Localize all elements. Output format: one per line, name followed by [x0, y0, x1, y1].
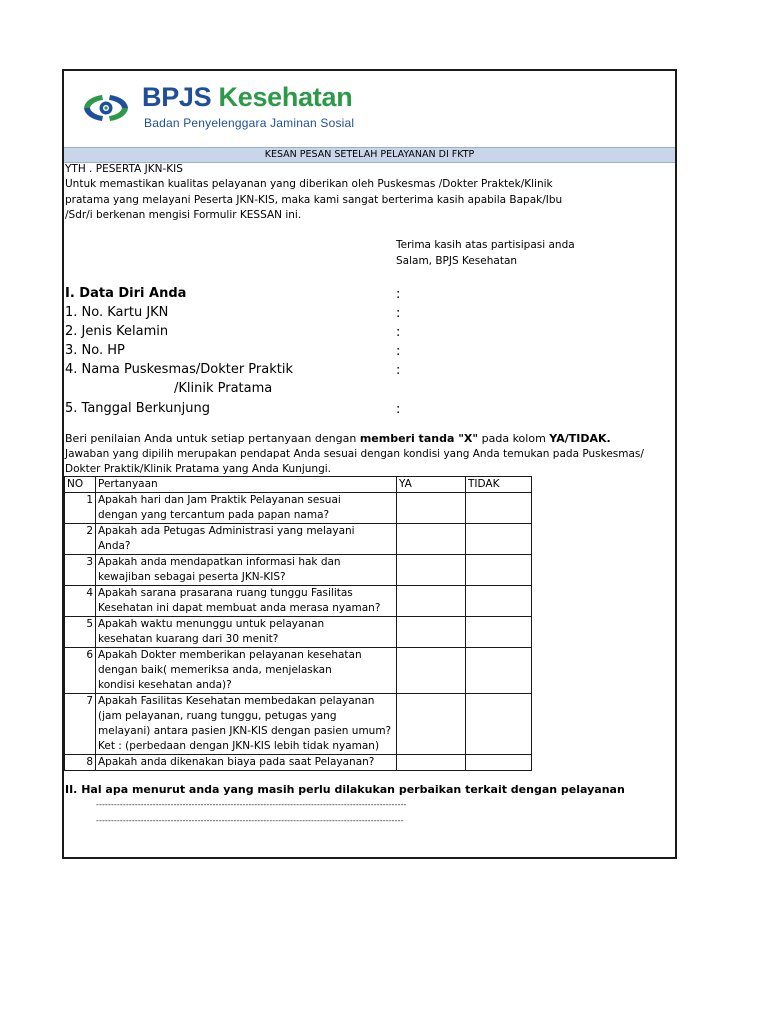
thanks-text: Terima kasih atas partisipasi anda — [396, 239, 575, 251]
field-label-jenis-kelamin: 2. Jenis Kelamin — [65, 324, 169, 339]
instruction-mid: pada kolom — [478, 432, 550, 445]
answer-line-2[interactable]: ------------------------------------------------------------------------------------------------------- — [96, 816, 404, 825]
field-label-tanggal: 5. Tanggal Berkunjung — [65, 401, 210, 416]
answer-ya-cell[interactable] — [397, 524, 466, 555]
question-text — [96, 617, 397, 648]
answer-tidak-cell[interactable] — [466, 617, 532, 648]
question-number: 7 — [65, 694, 96, 755]
answer-ya-cell[interactable] — [397, 617, 466, 648]
question-number: 8 — [65, 755, 96, 771]
answer-tidak-cell[interactable] — [466, 586, 532, 617]
instruction-bold-mark: memberi tanda "X" — [359, 432, 479, 445]
instruction-line-3: Dokter Praktik/Klinik Pratama yang Anda Kunjungi. — [65, 463, 332, 475]
question-line: Apakah anda mendapatkan informasi hak dan — [98, 556, 341, 568]
question-line: Kesehatan ini dapat membuat anda merasa nyaman? — [98, 602, 381, 614]
regards-text: Salam, BPJS Kesehatan — [396, 255, 518, 267]
question-text — [96, 493, 397, 524]
question-number: 1 — [65, 493, 96, 524]
intro-line-2: pratama yang melayani Peserta JKN-KIS, maka kami sangat berterima kasih apabila Bapak/Ibu — [65, 194, 563, 206]
question-line: Apakah Fasilitas Kesehatan membedakan pelayanan — [98, 695, 375, 707]
table-row — [65, 617, 532, 648]
question-text — [96, 694, 397, 755]
field-label-no-hp: 3. No. HP — [65, 343, 125, 358]
question-line: dengan baik( memeriksa anda, menjelaskan — [98, 664, 332, 676]
question-number: 2 — [65, 524, 96, 555]
field-colon: : — [396, 402, 401, 417]
logo-bpjs-text: BPJS — [142, 82, 212, 112]
instruction-bold-columns: YA/TIDAK. — [549, 432, 611, 445]
questionnaire-table — [64, 476, 532, 771]
field-colon: : — [396, 325, 401, 340]
answer-line-1[interactable]: -------------------------------------------------------------------------------------------------------- — [96, 800, 407, 809]
question-line: (jam pelayanan, ruang tunggu, petugas yang — [98, 710, 337, 722]
answer-ya-cell[interactable] — [397, 694, 466, 755]
intro-line-1: Untuk memastikan kualitas pelayanan yang diberikan oleh Puskesmas /Dokter Praktek/Klinik — [65, 178, 553, 190]
table-row — [65, 524, 532, 555]
answer-tidak-cell[interactable] — [466, 524, 532, 555]
question-line: kondisi kesehatan anda)? — [98, 679, 232, 691]
question-line: Apakah anda dikenakan biaya pada saat Pelayanan? — [98, 756, 375, 768]
answer-ya-cell[interactable] — [397, 493, 466, 524]
answer-ya-cell[interactable] — [397, 586, 466, 617]
question-line: dengan yang tercantum pada papan nama? — [98, 509, 330, 521]
question-line: kesehatan kuarang dari 30 menit? — [98, 633, 279, 645]
question-line: Apakah hari dan Jam Praktik Pelayanan sesuai — [98, 494, 341, 506]
question-number: 6 — [65, 648, 96, 694]
question-line: Apakah ada Petugas Administrasi yang melayani — [98, 525, 355, 537]
form-sheet — [62, 69, 677, 859]
question-line: Anda? — [98, 540, 131, 552]
answer-tidak-cell[interactable] — [466, 493, 532, 524]
header-ya: YA — [397, 477, 466, 493]
field-colon: : — [396, 306, 401, 321]
instruction-line-1 — [65, 432, 611, 445]
table-header-row — [65, 477, 532, 493]
question-number: 4 — [65, 586, 96, 617]
form-title: KESAN PESAN SETELAH PELAYANAN DI FKTP — [64, 147, 675, 163]
answer-ya-cell[interactable] — [397, 755, 466, 771]
question-line: Ket : (perbedaan dengan JKN-KIS lebih tidak nyaman) — [98, 740, 380, 752]
field-colon: : — [396, 344, 401, 359]
question-number: 3 — [65, 555, 96, 586]
bpjs-emblem-icon — [78, 88, 134, 128]
table-row — [65, 555, 532, 586]
table-row — [65, 694, 532, 755]
answer-ya-cell[interactable] — [397, 648, 466, 694]
question-line: Apakah Dokter memberikan pelayanan kesehatan — [98, 649, 362, 661]
field-label-nama-faskes: 4. Nama Puskesmas/Dokter Praktik — [65, 362, 293, 377]
answer-tidak-cell[interactable] — [466, 694, 532, 755]
question-text — [96, 524, 397, 555]
instruction-pre: Beri penilaian Anda untuk setiap pertanyaan dengan — [65, 432, 360, 445]
field-colon: : — [396, 363, 401, 378]
section1-heading: I. Data Diri Anda — [65, 286, 187, 301]
table-row — [65, 493, 532, 524]
table-row — [65, 648, 532, 694]
question-text — [96, 755, 397, 771]
instruction-line-2: Jawaban yang dipilih merupakan pendapat Anda sesuai dengan kondisi yang Anda temukan pada Puskesmas/ — [65, 448, 644, 460]
intro-line-3: /Sdr/i berkenan mengisi Formulir KESSAN ini. — [65, 209, 302, 221]
logo-wordmark — [142, 82, 352, 113]
logo-subtitle: Badan Penyelenggara Jaminan Sosial — [144, 116, 355, 130]
answer-tidak-cell[interactable] — [466, 648, 532, 694]
header-tidak: TIDAK — [466, 477, 532, 493]
section2-heading: II. Hal apa menurut anda yang masih perlu dilakukan perbaikan terkait dengan pelayanan — [65, 783, 625, 796]
question-number: 5 — [65, 617, 96, 648]
field-label-kartu-jkn: 1. No. Kartu JKN — [65, 305, 169, 320]
question-line: kewajiban sebagai peserta JKN-KIS? — [98, 571, 286, 583]
answer-tidak-cell[interactable] — [466, 755, 532, 771]
header-question: Pertanyaan — [96, 477, 397, 493]
logo-kesehatan-text: Kesehatan — [218, 82, 353, 112]
question-line: melayani) antara pasien JKN-KIS dengan pasien umum? — [98, 725, 392, 737]
question-text — [96, 648, 397, 694]
table-row — [65, 586, 532, 617]
answer-tidak-cell[interactable] — [466, 555, 532, 586]
section1-colon: : — [396, 287, 401, 302]
question-text — [96, 586, 397, 617]
table-row — [65, 755, 532, 771]
field-label-klinik-pratama: /Klinik Pratama — [174, 381, 273, 396]
addressee: YTH . PESERTA JKN-KIS — [65, 163, 183, 175]
header-no: NO — [65, 477, 96, 493]
answer-ya-cell[interactable] — [397, 555, 466, 586]
question-line: Apakah sarana prasarana ruang tunggu Fasilitas — [98, 587, 353, 599]
question-text — [96, 555, 397, 586]
question-line: Apakah waktu menunggu untuk pelayanan — [98, 618, 325, 630]
bpjs-logo — [78, 82, 418, 134]
